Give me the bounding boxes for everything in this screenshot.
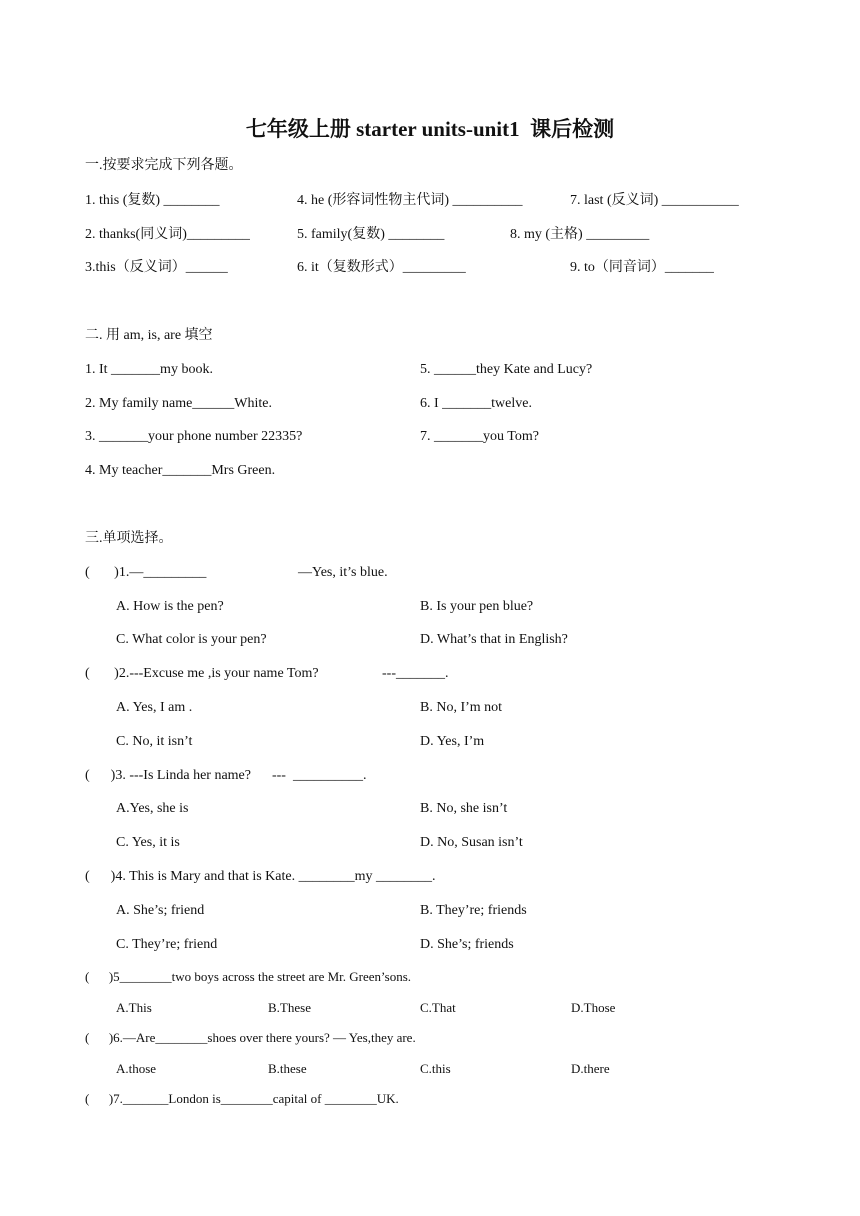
q2-option-a: A. Yes, I am .	[116, 700, 193, 715]
s2-item-2: 2. My family name______White.	[85, 396, 273, 411]
q1-option-b: B. Is your pen blue?	[420, 599, 534, 614]
q3-stem: ( )3. ---Is Linda her name? --- __________.	[85, 768, 367, 783]
q4-option-d: D. She’s; friends	[420, 937, 514, 952]
q5-option-a: A.This	[116, 1000, 152, 1015]
q5-option-c: C.That	[420, 1000, 456, 1015]
s1-item-3: 3.this（反义词）______	[85, 260, 228, 275]
q1-stem: ( )1.—_________	[85, 565, 207, 580]
q2-option-c: C. No, it isn’t	[116, 734, 193, 749]
q1-option-a: A. How is the pen?	[116, 599, 224, 614]
s1-item-7: 7. last (反义词) ___________	[570, 193, 739, 208]
q2-stem: ( )2.---Excuse me ,is your name Tom?	[85, 666, 319, 681]
q3-option-a: A.Yes, she is	[116, 801, 189, 816]
s1-item-2: 2. thanks(同义词)_________	[85, 227, 250, 242]
s1-item-4: 4. he (形容词性物主代词) __________	[297, 193, 523, 208]
q2-option-d: D. Yes, I’m	[420, 734, 485, 749]
s1-item-9: 9. to（同音词）_______	[570, 260, 714, 275]
q2-response: ---_______.	[382, 666, 449, 681]
q5-option-b: B.These	[268, 1000, 311, 1015]
q3-option-d: D. No, Susan isn’t	[420, 835, 523, 850]
s1-item-5: 5. family(复数) ________	[297, 227, 445, 242]
section2-heading: 二. 用 am, is, are 填空	[85, 328, 213, 343]
s1-item-6: 6. it（复数形式）_________	[297, 260, 466, 275]
s2-item-6: 6. I _______twelve.	[420, 396, 532, 411]
q6-option-a: A.those	[116, 1061, 157, 1076]
q4-stem: ( )4. This is Mary and that is Kate. ________my ________.	[85, 869, 436, 884]
q2-option-b: B. No, I’m not	[420, 700, 503, 715]
q6-option-d: D.there	[571, 1061, 610, 1076]
section1-heading: 一.按要求完成下列各题。	[85, 158, 243, 173]
section3-heading: 三.单项选择。	[85, 531, 173, 546]
s2-item-4: 4. My teacher_______Mrs Green.	[85, 463, 276, 478]
q1-option-c: C. What color is your pen?	[116, 632, 267, 647]
s1-item-1: 1. this (复数) ________	[85, 193, 220, 208]
s2-item-5: 5. ______they Kate and Lucy?	[420, 362, 593, 377]
q7-stem: ( )7._______London is________capital of ________UK.	[85, 1091, 399, 1106]
q5-stem: ( )5________two boys across the street are Mr. Green’sons.	[85, 969, 412, 984]
q4-option-b: B. They’re; friends	[420, 903, 527, 918]
s2-item-7: 7. _______you Tom?	[420, 429, 539, 444]
q1-option-d: D. What’s that in English?	[420, 632, 568, 647]
q3-option-c: C. Yes, it is	[116, 835, 180, 850]
q4-option-c: C. They’re; friend	[116, 937, 218, 952]
q6-option-b: B.these	[268, 1061, 307, 1076]
q4-option-a: A. She’s; friend	[116, 903, 205, 918]
s1-item-8: 8. my (主格) _________	[510, 227, 650, 242]
page-title: 七年级上册 starter units-unit1 课后检测	[245, 117, 615, 141]
q5-option-d: D.Those	[571, 1000, 616, 1015]
s2-item-1: 1. It _______my book.	[85, 362, 213, 377]
s2-item-3: 3. _______your phone number 22335?	[85, 429, 303, 444]
q1-response: —Yes, it’s blue.	[298, 565, 388, 580]
q6-stem: ( )6.—Are________shoes over there yours? — Yes,they are.	[85, 1030, 416, 1045]
q6-option-c: C.this	[420, 1061, 451, 1076]
q3-option-b: B. No, she isn’t	[420, 801, 508, 816]
